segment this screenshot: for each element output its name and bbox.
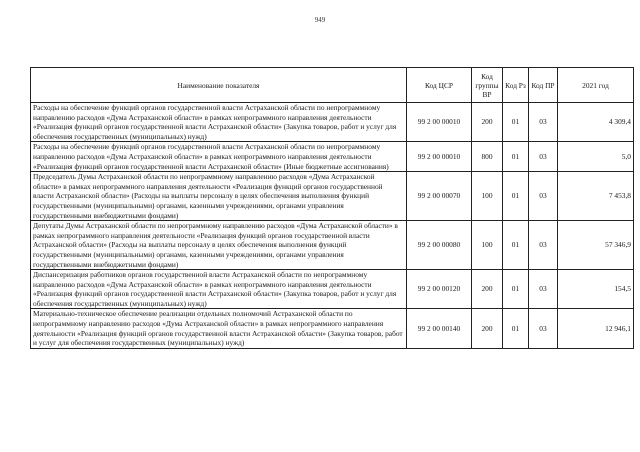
header-row (31, 68, 634, 103)
row-rz: 01 (503, 172, 529, 221)
row-name: Депутаты Думы Астраханской области по непрограммному направлению расходов «Дума Астраханской области» в рамках непрограммного направления деятельности «Реализация функций органов государственной власти Астраханской области» (Расходы на выплаты персоналу в целях обеспечения выполнения функций государственными (муниципальными) органами, казенными учреждениями, органами управления государственными внебюджетными фондами) (31, 221, 407, 270)
row-name: Расходы на обеспечение функций органов государственной власти Астраханской области по непрограммному направлению расходов «Дума Астраханской области» в рамках непрограммного направления деятельности «Реализация функций органов государственной власти Астраханской области» (Иные бюджетные ассигнования) (31, 142, 407, 172)
row-pr: 03 (529, 270, 558, 309)
row-name: Материально-техническое обеспечение реализации отдельных полномочий Астраханской области по непрограммному направлению расходов «Дума Астраханской области» в рамках непрограммного направления деятельности «Реализация функций органов государственной власти Астраханской области» (Закупка товаров, работ и услуг для обеспечения государственных (муниципальных) нужд) (31, 309, 407, 348)
row-vr: 800 (472, 142, 503, 172)
row-csr: 99 2 00 00010 (407, 142, 472, 172)
page-number: 949 (314, 16, 326, 24)
row-pr: 03 (529, 309, 558, 348)
row-vr: 100 (472, 172, 503, 221)
row-pr: 03 (529, 172, 558, 221)
table-header (31, 68, 634, 103)
row-csr: 99 2 00 00140 (407, 309, 472, 348)
row-rz: 01 (503, 309, 529, 348)
table-row (31, 309, 634, 348)
row-csr: 99 2 00 00080 (407, 221, 472, 270)
row-vr: 100 (472, 221, 503, 270)
row-amount: 57 346,9 (558, 221, 634, 270)
table-row (31, 142, 634, 172)
table-row (31, 103, 634, 142)
row-csr: 99 2 00 00120 (407, 270, 472, 309)
row-amount: 7 453,8 (558, 172, 634, 221)
header-rz: Код Рз (503, 68, 529, 103)
table-row (31, 221, 634, 270)
row-rz: 01 (503, 103, 529, 142)
row-amount: 12 946,1 (558, 309, 634, 348)
row-pr: 03 (529, 221, 558, 270)
row-rz: 01 (503, 142, 529, 172)
row-vr: 200 (472, 270, 503, 309)
row-rz: 01 (503, 221, 529, 270)
row-vr: 200 (472, 309, 503, 348)
header-csr: Код ЦСР (407, 68, 472, 103)
table-row (31, 270, 634, 309)
row-csr: 99 2 00 00010 (407, 103, 472, 142)
row-amount: 5,0 (558, 142, 634, 172)
row-name: Расходы на обеспечение функций органов государственной власти Астраханской области по непрограммному направлению расходов «Дума Астраханской области» в рамках непрограммного направления деятельности «Реализация функций органов государственной власти Астраханской области» (Закупка товаров, работ и услуг для обеспечения государственных (муниципальных) нужд) (31, 103, 407, 142)
row-amount: 4 309,4 (558, 103, 634, 142)
row-pr: 03 (529, 103, 558, 142)
row-name: Председатель Думы Астраханской области по непрограммному направлению расходов «Дума Астраханской области» в рамках непрограммного направления деятельности «Реализация функций органов государственной власти Астраханской области» (Расходы на выплаты персоналу в целях обеспечения выполнения функций государственными (муниципальными) органами, казенными учреждениями, органами управления государственными внебюджетными фондами) (31, 172, 407, 221)
row-csr: 99 2 00 00070 (407, 172, 472, 221)
row-amount: 154,5 (558, 270, 634, 309)
table-row (31, 172, 634, 221)
row-vr: 200 (472, 103, 503, 142)
header-pr: Код ПР (529, 68, 558, 103)
row-pr: 03 (529, 142, 558, 172)
row-name: Диспансеризация работников органов государственной власти Астраханской области по непрограммному направлению расходов «Дума Астраханской области» в рамках непрограммного направления деятельности «Реализация функций органов государственной власти Астраханской области» (Закупка товаров, работ и услуг для обеспечения государственных (муниципальных) нужд) (31, 270, 407, 309)
header-year: 2021 год (558, 68, 634, 103)
table-body (31, 103, 634, 349)
budget-table (30, 67, 634, 349)
header-vr: Код группы ВР (472, 68, 503, 103)
header-name: Наименование показателя (31, 68, 407, 103)
row-rz: 01 (503, 270, 529, 309)
